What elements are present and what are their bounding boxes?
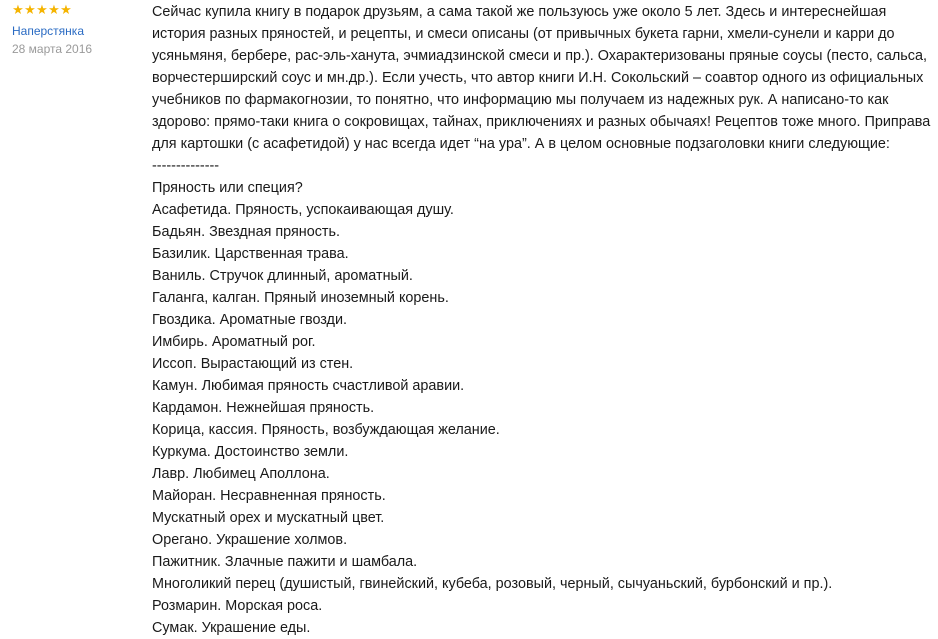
heading-line: Имбирь. Ароматный рог. — [152, 334, 316, 350]
separator-line: -------------- — [152, 158, 220, 174]
heading-line: Пажитник. Злачные пажити и шамбала. — [152, 554, 418, 570]
star-icon: ★ — [36, 2, 48, 17]
review-intro: Сейчас купила книгу в подарок друзьям, а сама такой же пользуюсь уже около 5 лет. Здесь и интереснейшая история разных пряностей, и рецепты, и смеси описаны (от привычных букета гарни, хмели-сунели и карри до усяньмяня, бербере, рас-эль-ханута, эчмиадзинской смеси и пр.). Охарактеризованы пряные соусы (песто, сальса, ворчестерширский соус и мн.др.). Если учесть, что автор книги И.Н. Сокольский – соавтор одного из официальных учебников по фармакогнозии, то понятно, что информацию мы получаем из надежных рук. А написано-то как здорово: прямо-таки книга о сокровищах, тайнах, приключениях и разных обычаях! Рецептов тоже много. Приправа для картошки (с асафетидой) у нас всегда идет “на ура”. А в целом основные подзаголовки книги следующие: — [152, 4, 935, 152]
heading-line: Кардамон. Нежнейшая пряность. — [152, 400, 375, 416]
heading-line: Куркума. Достоинство земли. — [152, 444, 349, 460]
star-icon: ★ — [48, 2, 60, 17]
heading-line: Розмарин. Морская роса. — [152, 598, 323, 614]
heading-line: Иссоп. Вырастающий из стен. — [152, 356, 354, 372]
star-icon: ★ — [12, 2, 24, 17]
heading-line: Сумак. Украшение еды. — [152, 620, 311, 636]
review-date: 28 марта 2016 — [12, 42, 93, 56]
heading-line: Корица, кассия. Пряность, возбуждающая желание. — [152, 422, 500, 438]
book-headings-list — [152, 177, 932, 639]
heading-line: Галанга, калган. Пряный иноземный корень. — [152, 290, 449, 306]
heading-line: Пряность или специя? — [152, 180, 303, 196]
star-icon: ★ — [60, 2, 72, 17]
heading-line: Многоликий перец (душистый, гвинейский, кубеба, розовый, черный, сычуаньский, бурбонский и пр.). — [152, 576, 833, 592]
heading-line: Мускатный орех и мускатный цвет. — [152, 510, 385, 526]
heading-line: Асафетида. Пряность, успокаивающая душу. — [152, 202, 454, 218]
heading-line: Орегано. Украшение холмов. — [152, 532, 348, 548]
heading-line: Ваниль. Стручок длинный, ароматный. — [152, 268, 413, 284]
author-link[interactable]: Наперстянка — [12, 24, 84, 38]
heading-line: Базилик. Царственная трава. — [152, 246, 349, 262]
review-meta — [12, 3, 142, 56]
review-text — [152, 1, 935, 639]
rating-stars — [12, 3, 142, 16]
heading-line: Гвоздика. Ароматные гвозди. — [152, 312, 347, 328]
star-icon: ★ — [24, 2, 36, 17]
heading-line: Лавр. Любимец Аполлона. — [152, 466, 330, 482]
heading-line: Бадьян. Звездная пряность. — [152, 224, 341, 240]
heading-line: Камун. Любимая пряность счастливой аравии. — [152, 378, 465, 394]
heading-line: Майоран. Несравненная пряность. — [152, 488, 386, 504]
